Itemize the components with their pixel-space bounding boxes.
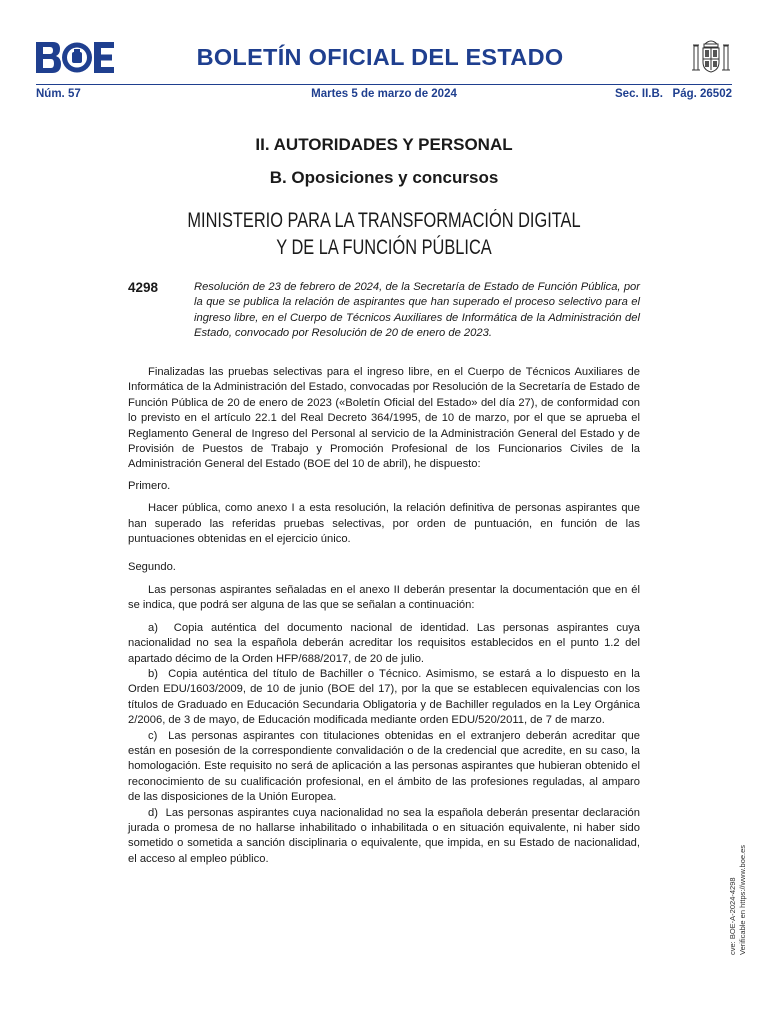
- ministry-line-2: Y DE LA FUNCIÓN PÚBLICA: [276, 236, 492, 259]
- issue-date: Martes 5 de marzo de 2024: [311, 88, 457, 100]
- ministry-line-1: MINISTERIO PARA LA TRANSFORMACIÓN DIGITAL: [187, 209, 581, 232]
- primero-label: Primero.: [128, 479, 171, 492]
- section-subtitle: B. Oposiciones y concursos: [269, 168, 499, 187]
- header-rule: [36, 84, 732, 85]
- boe-logo: [36, 42, 114, 73]
- intro-paragraph: Finalizadas las pruebas selectivas para el ingreso libre, en el Cuerpo de Técnicos Auxiliares de Informática de la Administración del Estado, convocadas por Resolución de la Secretaría de Estado de Función Pública de 20 de enero de 2023 («Boletín Oficial del Estado» del día 27), de conformidad con lo previsto en el artículo 22.1 del Real Decreto 364/1995, de 10 de marzo, por el que se aprueba el Reglamento General de Ingreso del Personal al servicio de la Administración General del Estado y de Provisión de Puestos de Trabajo y Promoción Profesional de los Funcionarios Civiles de la Administración General del Estado (BOE del 10 de abril), he dispuesto:: [128, 366, 640, 471]
- cve-code: cve: BOE-A-2024-4298: [728, 877, 737, 955]
- segundo-paragraph: Las personas aspirantes señaladas en el anexo II deberán presentar la documentación que en él se indica, que podrá ser alguna de las que se señalan a continuación:: [128, 583, 640, 612]
- list-item-b: b) Copia auténtica del título de Bachiller o Técnico. Asimismo, se estará a lo dispuesto en la Orden EDU/1603/2009, de 10 de junio (BOE del 17), por la que se establecen equivalencias con los títulos de Graduado en Educación Secundaria Obligatoria y de Bachiller regulados en la Ley Orgánica 2/2006, de 3 de mayo, de Educación modificada mediante orden EDU/520/2011, de 7 de marzo.: [128, 667, 640, 727]
- verification-url[interactable]: Verificable en https://www.boe.es: [738, 844, 747, 955]
- ministry-heading: [84, 207, 683, 261]
- list-item-c: c) Las personas aspirantes con titulaciones obtenidas en el extranjero deberán acreditar que están en posesión de la correspondiente convalidación o de la credencial que acredite, en su caso, la homologación. Este requisito no será de aplicación a las personas aspirantes que hubieran obtenido el reconocimiento de su cualificación profesional, en el ámbito de las profesiones reguladas, al amparo de las disposiciones de la Unión Europea.: [128, 729, 640, 804]
- issue-number: Núm. 57: [36, 88, 81, 100]
- primero-paragraph: Hacer pública, como anexo I a esta resolución, la relación definitiva de personas aspirantes que han superado las referidas pruebas selectivas, por orden de puntuación, en función de las puntuaciones obtenidas en el ejercicio único.: [128, 502, 640, 546]
- verification-sidebar: [728, 815, 748, 955]
- resolution-number: 4298: [128, 280, 159, 295]
- list-item-a: a) Copia auténtica del documento nacional de identidad. Las personas aspirantes cuya nacionalidad no sea la española deberán acreditar los requisitos establecidos en el punto 1.2 del apartado décimo de la Orden HFP/688/2017, de 20 de julio.: [128, 621, 640, 665]
- list-item-d: d) Las personas aspirantes cuya nacionalidad no sea la española deberán presentar declaración jurada o promesa de no hallarse inhabilitado o inhabilitada o en situación equivalente, ni haber sido sometido o sometida a sanción disciplinaria o equivalente, que impida, en su Estado de nacionalidad, el acceso al empleo público.: [128, 806, 640, 865]
- resolution-body: [128, 365, 640, 867]
- coat-of-arms-icon: [690, 36, 732, 78]
- segundo-label: Segundo.: [128, 561, 176, 574]
- section-title: II. AUTORIDADES Y PERSONAL: [255, 135, 513, 154]
- bulletin-title: BOLETÍN OFICIAL DEL ESTADO: [196, 44, 564, 70]
- resolution-summary: Resolución de 23 de febrero de 2024, de la Secretaría de Estado de Función Pública, por la que se publica la relación de aspirantes que han superado el proceso selectivo para el ingreso libre, en el Cuerpo de Técnicos Auxiliares de Informática de la Administración del Estado, convocado por Resolución de 20 de enero de 2023.: [194, 281, 640, 340]
- section-page: Sec. II.B. Pág. 26502: [615, 88, 732, 100]
